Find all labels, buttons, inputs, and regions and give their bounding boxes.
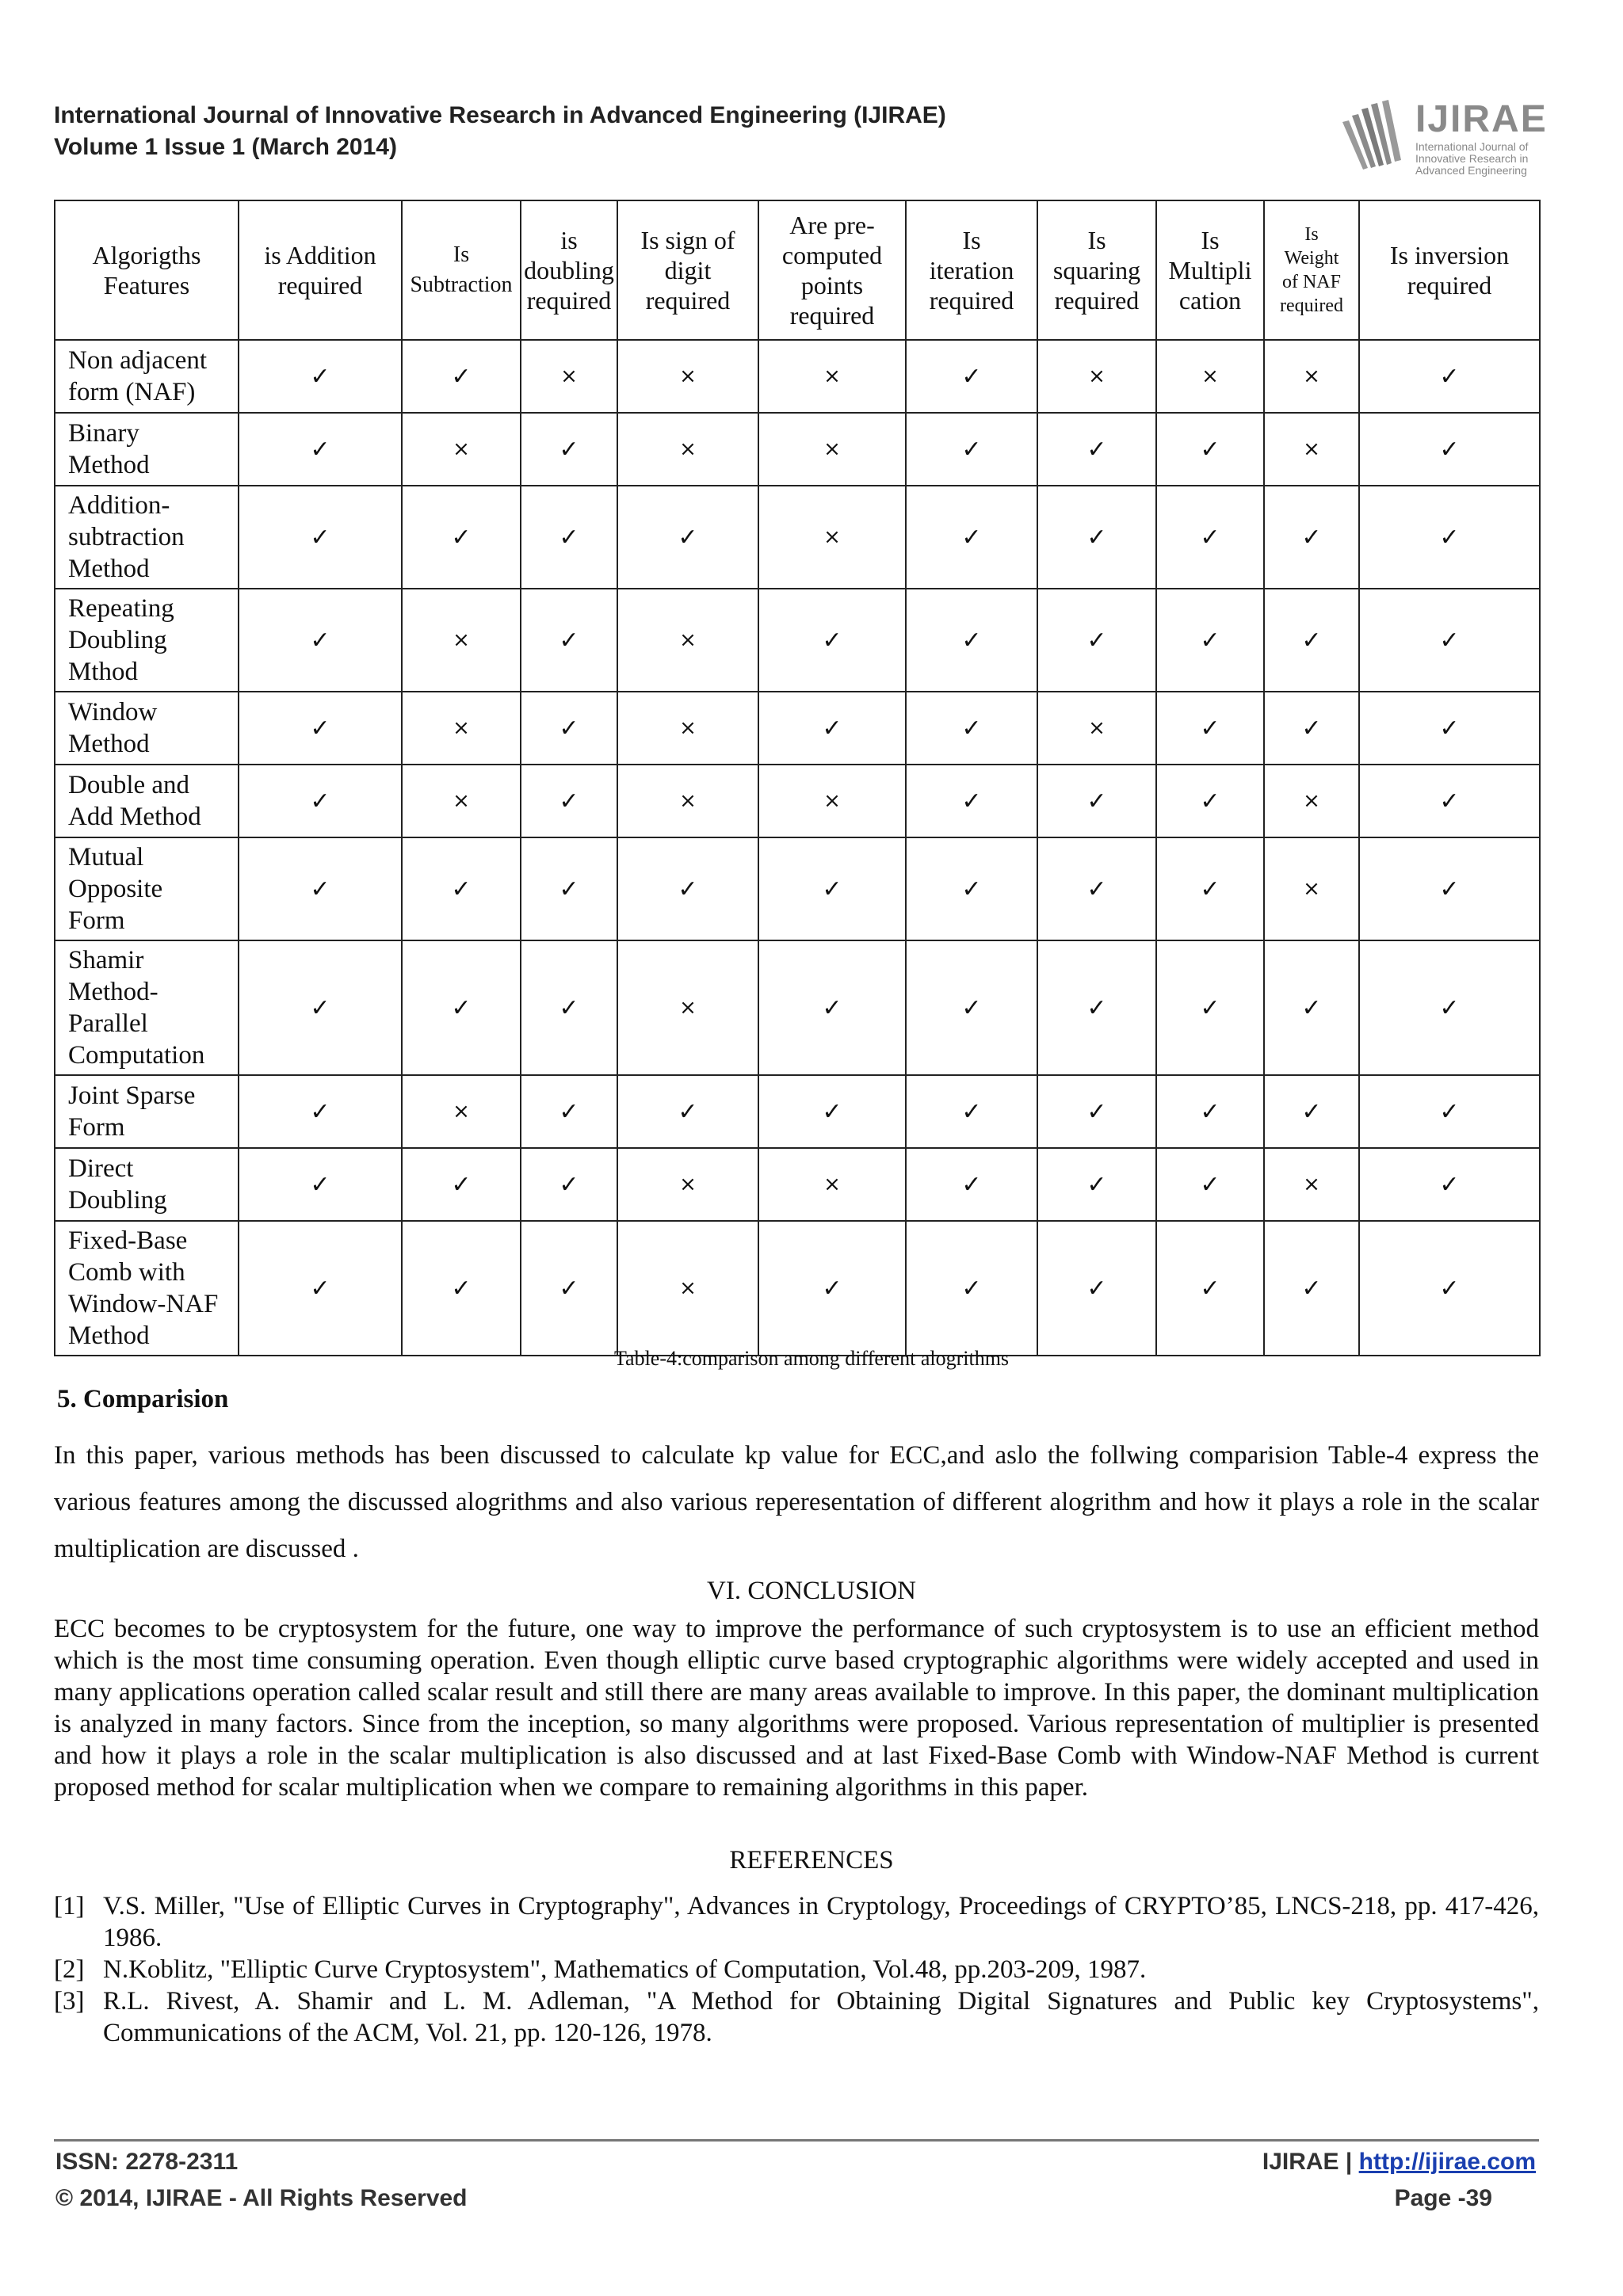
algorithm-name-cell: Repeating Doubling Mthod xyxy=(55,589,239,692)
check-mark-icon: ✓ xyxy=(1037,413,1156,486)
check-mark-icon: ✓ xyxy=(1037,589,1156,692)
column-header-line: points xyxy=(800,271,864,299)
cross-mark-icon: × xyxy=(758,1148,906,1221)
cross-mark-icon: × xyxy=(1264,1148,1359,1221)
comparison-table xyxy=(54,200,1541,1356)
check-mark-icon: ✓ xyxy=(1037,1221,1156,1356)
cross-mark-icon: × xyxy=(617,692,758,765)
check-mark-icon: ✓ xyxy=(1156,940,1264,1075)
check-mark-icon: ✓ xyxy=(1359,413,1540,486)
column-header-line: cation xyxy=(1178,286,1242,315)
check-mark-icon: ✓ xyxy=(1156,589,1264,692)
column-header-line: required xyxy=(789,301,875,330)
algorithm-name-cell: Mutual Opposite Form xyxy=(55,837,239,940)
check-mark-icon: ✓ xyxy=(906,940,1037,1075)
check-mark-icon: ✓ xyxy=(521,692,617,765)
column-header-line: of NAF xyxy=(1281,272,1341,292)
algorithm-name-cell: Joint Sparse Form xyxy=(55,1075,239,1148)
table-row xyxy=(55,692,1540,765)
table-header-row xyxy=(55,200,1540,340)
check-mark-icon: ✓ xyxy=(1156,1075,1264,1148)
cross-mark-icon: × xyxy=(1264,413,1359,486)
column-header xyxy=(402,200,521,340)
journal-header xyxy=(54,100,1052,163)
algorithm-name-cell: Binary Method xyxy=(55,413,239,486)
table-row xyxy=(55,940,1540,1075)
cross-mark-icon: × xyxy=(617,940,758,1075)
check-mark-icon: ✓ xyxy=(402,940,521,1075)
cross-mark-icon: × xyxy=(758,486,906,589)
column-header-line: Multipli xyxy=(1168,256,1252,284)
journal-title: International Journal of Innovative Research in Advanced Engineering (IJIRAE) xyxy=(54,102,946,128)
algorithm-name-cell: Double and Add Method xyxy=(55,765,239,837)
table-caption: Table-4:comparison among different alogrithms xyxy=(613,1347,1010,1370)
cross-mark-icon: × xyxy=(402,765,521,837)
cross-mark-icon: × xyxy=(758,340,906,413)
column-header-line: Is inversion xyxy=(1389,241,1510,269)
column-header-line: required xyxy=(277,271,363,299)
check-mark-icon: ✓ xyxy=(758,940,906,1075)
check-mark-icon: ✓ xyxy=(1359,1221,1540,1356)
column-header-line: doubling xyxy=(524,256,614,284)
check-mark-icon: ✓ xyxy=(1156,413,1264,486)
table-row xyxy=(55,837,1540,940)
check-mark-icon: ✓ xyxy=(1264,692,1359,765)
conclusion-heading: VI. CONCLUSION xyxy=(707,1577,916,1605)
table-body xyxy=(55,340,1540,1356)
check-mark-icon: ✓ xyxy=(1359,1148,1540,1221)
reference-text: N.Koblitz, "Elliptic Curve Cryptosystem", Mathematics of Computation, Vol.48, pp.203-209, 1987. xyxy=(103,1955,1147,1984)
check-mark-icon: ✓ xyxy=(906,1221,1037,1356)
check-mark-icon: ✓ xyxy=(239,413,402,486)
column-header xyxy=(617,200,758,340)
table-row xyxy=(55,765,1540,837)
check-mark-icon: ✓ xyxy=(239,589,402,692)
footer-brand-name: IJIRAE | xyxy=(1262,2149,1353,2175)
column-header-line: digit xyxy=(664,256,712,284)
check-mark-icon: ✓ xyxy=(1037,486,1156,589)
check-mark-icon: ✓ xyxy=(1264,589,1359,692)
check-mark-icon: ✓ xyxy=(1156,692,1264,765)
reference-item xyxy=(54,1890,1539,1954)
column-header-line: Is xyxy=(1087,226,1106,254)
check-mark-icon: ✓ xyxy=(239,765,402,837)
cross-mark-icon: × xyxy=(1037,692,1156,765)
column-header-line: required xyxy=(526,286,612,315)
references-list xyxy=(54,1890,1539,2049)
check-mark-icon: ✓ xyxy=(239,1221,402,1356)
check-mark-icon: ✓ xyxy=(1156,765,1264,837)
column-header-line: Subtraction xyxy=(410,273,513,297)
footer-copyright: © 2014, IJIRAE - All Rights Reserved xyxy=(55,2185,468,2211)
footer-brand xyxy=(1262,2149,1536,2176)
check-mark-icon: ✓ xyxy=(1156,1148,1264,1221)
check-mark-icon: ✓ xyxy=(1264,1221,1359,1356)
check-mark-icon: ✓ xyxy=(239,940,402,1075)
cross-mark-icon: × xyxy=(1156,340,1264,413)
check-mark-icon: ✓ xyxy=(1037,1075,1156,1148)
column-header-line: required xyxy=(645,286,731,315)
reference-number: [1] xyxy=(54,1892,85,1920)
journal-volume: Volume 1 Issue 1 (March 2014) xyxy=(54,134,397,160)
table-row xyxy=(55,340,1540,413)
logo-tagline: International Journal of Innovative Research in Advanced Engineering xyxy=(1415,140,1529,177)
column-header-line: Is xyxy=(453,242,470,267)
column-header xyxy=(239,200,402,340)
check-mark-icon: ✓ xyxy=(521,765,617,837)
check-mark-icon: ✓ xyxy=(521,837,617,940)
check-mark-icon: ✓ xyxy=(906,340,1037,413)
cross-mark-icon: × xyxy=(521,340,617,413)
check-mark-icon: ✓ xyxy=(521,413,617,486)
column-header xyxy=(906,200,1037,340)
check-mark-icon: ✓ xyxy=(521,1075,617,1148)
cross-mark-icon: × xyxy=(758,413,906,486)
cross-mark-icon: × xyxy=(1037,340,1156,413)
check-mark-icon: ✓ xyxy=(1264,486,1359,589)
column-header-line: required xyxy=(1280,296,1343,316)
column-header-line: required xyxy=(1407,271,1492,299)
cross-mark-icon: × xyxy=(402,692,521,765)
column-header-line: Features xyxy=(103,271,190,299)
check-mark-icon: ✓ xyxy=(906,1148,1037,1221)
check-mark-icon: ✓ xyxy=(239,340,402,413)
table-row xyxy=(55,1075,1540,1148)
check-mark-icon: ✓ xyxy=(521,940,617,1075)
check-mark-icon: ✓ xyxy=(1359,940,1540,1075)
check-mark-icon: ✓ xyxy=(1359,765,1540,837)
logo-name: IJIRAE xyxy=(1415,98,1548,140)
algorithm-name-cell: Direct Doubling xyxy=(55,1148,239,1221)
ijirae-logo xyxy=(1339,98,1553,177)
cross-mark-icon: × xyxy=(758,765,906,837)
check-mark-icon: ✓ xyxy=(1359,340,1540,413)
check-mark-icon: ✓ xyxy=(758,692,906,765)
check-mark-icon: ✓ xyxy=(1037,940,1156,1075)
check-mark-icon: ✓ xyxy=(521,589,617,692)
algorithm-name-cell: Fixed-Base Comb with Window-NAF Method xyxy=(55,1221,239,1356)
check-mark-icon: ✓ xyxy=(906,837,1037,940)
check-mark-icon: ✓ xyxy=(758,1221,906,1356)
algorithm-name-cell: Window Method xyxy=(55,692,239,765)
table-row xyxy=(55,589,1540,692)
check-mark-icon: ✓ xyxy=(1156,486,1264,589)
check-mark-icon: ✓ xyxy=(1037,837,1156,940)
column-header xyxy=(758,200,906,340)
column-header-line: required xyxy=(929,286,1014,315)
cross-mark-icon: × xyxy=(617,589,758,692)
check-mark-icon: ✓ xyxy=(906,486,1037,589)
cross-mark-icon: × xyxy=(617,413,758,486)
cross-mark-icon: × xyxy=(1264,340,1359,413)
reference-number: [2] xyxy=(54,1955,85,1984)
cross-mark-icon: × xyxy=(617,765,758,837)
check-mark-icon: ✓ xyxy=(402,486,521,589)
check-mark-icon: ✓ xyxy=(758,1075,906,1148)
cross-mark-icon: × xyxy=(402,413,521,486)
column-header-line: Is xyxy=(962,226,981,254)
column-header xyxy=(1264,200,1359,340)
column-header-line: Is sign of xyxy=(640,226,735,254)
reference-item xyxy=(54,1985,1539,2049)
check-mark-icon: ✓ xyxy=(1156,1221,1264,1356)
column-header xyxy=(1037,200,1156,340)
check-mark-icon: ✓ xyxy=(1264,940,1359,1075)
cross-mark-icon: × xyxy=(402,1075,521,1148)
check-mark-icon: ✓ xyxy=(906,1075,1037,1148)
check-mark-icon: ✓ xyxy=(758,837,906,940)
reference-text: R.L. Rivest, A. Shamir and L. M. Adleman, "A Method for Obtaining Digital Signatures and Public key Cryptosystems", Communications of the ACM, Vol. 21, pp. 120-126, 1978. xyxy=(103,1987,1539,2047)
cross-mark-icon: × xyxy=(1264,765,1359,837)
reference-text: V.S. Miller, "Use of Elliptic Curves in Cryptography", Advances in Cryptology, Proceedings of CRYPTO’85, LNCS-218, pp. 417-426, 1986. xyxy=(103,1892,1539,1952)
check-mark-icon: ✓ xyxy=(1037,1148,1156,1221)
column-header xyxy=(1359,200,1540,340)
check-mark-icon: ✓ xyxy=(1037,765,1156,837)
algorithm-name-cell: Non adjacent form (NAF) xyxy=(55,340,239,413)
check-mark-icon: ✓ xyxy=(617,837,758,940)
check-mark-icon: ✓ xyxy=(906,413,1037,486)
algorithm-name-cell: Addition-subtraction Method xyxy=(55,486,239,589)
cross-mark-icon: × xyxy=(617,340,758,413)
column-header-line: Are pre- xyxy=(789,211,875,239)
check-mark-icon: ✓ xyxy=(758,589,906,692)
check-mark-icon: ✓ xyxy=(617,1075,758,1148)
cross-mark-icon: × xyxy=(402,589,521,692)
check-mark-icon: ✓ xyxy=(521,1221,617,1356)
book-logo-icon xyxy=(1339,98,1407,174)
check-mark-icon: ✓ xyxy=(906,692,1037,765)
column-header-line: iteration xyxy=(929,256,1014,284)
footer-issn: ISSN: 2278-2311 xyxy=(55,2149,239,2175)
check-mark-icon: ✓ xyxy=(239,486,402,589)
reference-item xyxy=(54,1954,1539,1985)
check-mark-icon: ✓ xyxy=(1264,1075,1359,1148)
check-mark-icon: ✓ xyxy=(906,589,1037,692)
check-mark-icon: ✓ xyxy=(1359,837,1540,940)
column-header-line: Algorigths xyxy=(92,241,201,269)
section-body: In this paper, various methods has been discussed to calculate kp value for ECC,and aslo the follwing comparision Table-4 express the various features among the discussed alogrithms and also various reperesentation of different alogrithm and how it plays a role in the scalar multiplication are discussed . xyxy=(54,1441,1539,1563)
column-header-line: computed xyxy=(781,241,883,269)
cross-mark-icon: × xyxy=(617,1221,758,1356)
check-mark-icon: ✓ xyxy=(402,1221,521,1356)
references-heading: REFERENCES xyxy=(729,1846,894,1875)
check-mark-icon: ✓ xyxy=(239,692,402,765)
column-header-line: Is xyxy=(1304,224,1319,245)
column-header xyxy=(55,200,239,340)
check-mark-icon: ✓ xyxy=(402,1148,521,1221)
check-mark-icon: ✓ xyxy=(1359,1075,1540,1148)
cross-mark-icon: × xyxy=(617,1148,758,1221)
column-header-line: Is xyxy=(1201,226,1220,254)
check-mark-icon: ✓ xyxy=(239,1148,402,1221)
table-row xyxy=(55,1148,1540,1221)
check-mark-icon: ✓ xyxy=(1156,837,1264,940)
footer-url-link[interactable]: http://ijirae.com xyxy=(1358,2149,1536,2175)
check-mark-icon: ✓ xyxy=(617,486,758,589)
cross-mark-icon: × xyxy=(1264,837,1359,940)
check-mark-icon: ✓ xyxy=(906,765,1037,837)
column-header xyxy=(1156,200,1264,340)
check-mark-icon: ✓ xyxy=(402,837,521,940)
table-row xyxy=(55,413,1540,486)
check-mark-icon: ✓ xyxy=(1359,589,1540,692)
check-mark-icon: ✓ xyxy=(1359,692,1540,765)
section-heading: 5. Comparision xyxy=(57,1385,229,1413)
footer-divider xyxy=(54,2139,1539,2142)
column-header-line: is Addition xyxy=(264,241,376,269)
check-mark-icon: ✓ xyxy=(1359,486,1540,589)
check-mark-icon: ✓ xyxy=(239,837,402,940)
column-header-line: squaring xyxy=(1052,256,1141,284)
table-row xyxy=(55,486,1540,589)
algorithm-name-cell: Shamir Method-Parallel Computation xyxy=(55,940,239,1075)
check-mark-icon: ✓ xyxy=(239,1075,402,1148)
check-mark-icon: ✓ xyxy=(521,1148,617,1221)
reference-number: [3] xyxy=(54,1987,85,2016)
footer-page-number: Page -39 xyxy=(1394,2185,1492,2211)
column-header xyxy=(521,200,617,340)
check-mark-icon: ✓ xyxy=(521,486,617,589)
column-header-line: Weight xyxy=(1284,248,1339,269)
check-mark-icon: ✓ xyxy=(402,340,521,413)
column-header-line: required xyxy=(1054,286,1140,315)
column-header-line: is xyxy=(560,226,578,254)
conclusion-body: ECC becomes to be cryptosystem for the future, one way to improve the performance of such cryptosystem is to use an efficient method which is the most time consuming operation. Even though elliptic curve based cryptographic algorithms were widely accepted and used in many applications operation called scalar result and still there are many areas available to improve. In this paper, the dominant multiplication is analyzed in many factors. Since from the inception, so many algorithms were proposed. Various representation of multiplier is presented and how it plays a role in the scalar multiplication is also discussed and at last Fixed-Base Comb with Window-NAF Method is current proposed method for scalar multiplication when we compare to remaining algorithms in this paper. xyxy=(54,1615,1539,1802)
table-row xyxy=(55,1221,1540,1356)
